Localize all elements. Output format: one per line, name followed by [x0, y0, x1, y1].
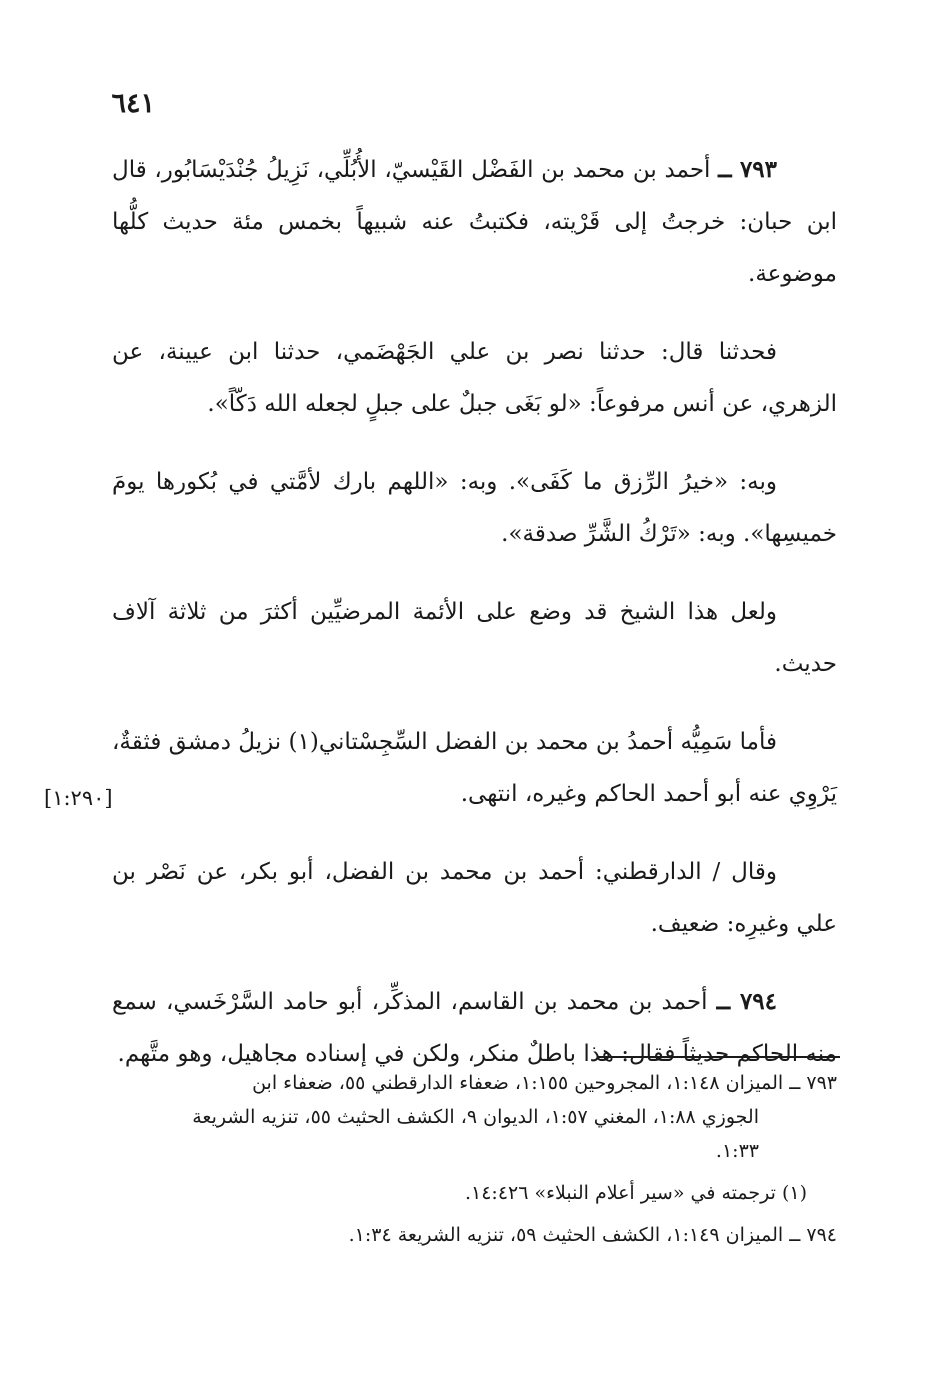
footnote-divider: [598, 1056, 840, 1058]
manuscript-page-reference: [١:٢٩٠]: [44, 786, 113, 810]
paragraph-text: وقال / الدارقطني: أحمد بن محمد بن الفضل، أبو بكر، عن نَصْر بن علي وغيرِه: ضعيف.: [112, 859, 837, 937]
footnotes: [112, 1066, 837, 1260]
commentary-paragraph: [112, 586, 837, 690]
paragraph-text: ولعل هذا الشيخ قد وضع على الأئمة المرضيِّين أكثرَ من ثلاثة آلاف حديث.: [112, 599, 837, 677]
footnote-793: [112, 1066, 837, 1168]
page-number: ٦٤١: [111, 88, 155, 119]
entry-794-paragraph: [112, 976, 837, 1080]
paragraph-text: أحمد بن محمد بن القاسم، المذكِّر، أبو حامد السَّرْخَسي، سمع منه الحاكم حديثاً فقال: هذا باطلٌ منكر، ولكن في إسناده مجاهيل، وهو متَّهم.: [112, 989, 837, 1067]
hadith-paragraph: [112, 326, 837, 430]
footnote-1: (١) ترجمته في «سير أعلام النبلاء» ١٤:٤٢٦.: [464, 1182, 807, 1204]
entry-number: ٧٩٤ ــ: [716, 988, 777, 1015]
hadith-paragraph: [112, 456, 837, 560]
paragraph-text: أحمد بن محمد بن الفَضْل القَيْسيّ، الأُبُلِّي، نَزِيلُ جُنْدَيْسَابُور، قال ابن حبان: خرجتُ إلى قَرْيته، فكتبتُ عنه شبيهاً بخمس مئة حديث كلُّها موضوعة.: [112, 157, 837, 287]
entry-793-paragraph: [112, 144, 837, 300]
entry-number: ٧٩٣ ــ: [718, 156, 778, 183]
main-text: [112, 144, 837, 1106]
daraqutni-paragraph: [112, 846, 837, 950]
footnote-794: ٧٩٤ ــ الميزان ١:١٤٩، الكشف الحثيث ٥٩، تنزيه الشريعة ١:٣٤.: [348, 1224, 837, 1246]
paragraph-text: فحدثنا قال: حدثنا نصر بن علي الجَهْضَمي، حدثنا ابن عيينة، عن الزهري، عن أنس مرفوعاً: «لو بَغَى جبلٌ على جبلٍ لجعله الله دَكّاً».: [112, 339, 837, 417]
footnote-line: الجوزي ١:٨٨، المغني ١:٥٧، الديوان ٩، الكشف الحثيث ٥٥، تنزيه الشريعة: [192, 1106, 759, 1128]
namesake-paragraph: [112, 716, 837, 820]
footnote-line: ١:٣٣.: [715, 1140, 759, 1162]
paragraph-text: وبه: «خيرُ الرِّزق ما كَفَى». وبه: «اللهم بارك لأمَّتي في بُكورها يومَ خميسِها». وبه: «تَرْكُ الشَّرِّ صدقة».: [112, 469, 837, 547]
paragraph-text: فأما سَمِيُّه أحمدُ بن محمد بن الفضل السِّجِسْتاني(١) نزيلُ دمشق فثقةٌ، يَرْوِي عنه أبو أحمد الحاكم وغيره، انتهى.: [112, 729, 837, 807]
footnote-line: ٧٩٣ ــ الميزان ١:١٤٨، المجروحين ١:١٥٥، ضعفاء الدارقطني ٥٥، ضعفاء ابن: [252, 1072, 837, 1094]
